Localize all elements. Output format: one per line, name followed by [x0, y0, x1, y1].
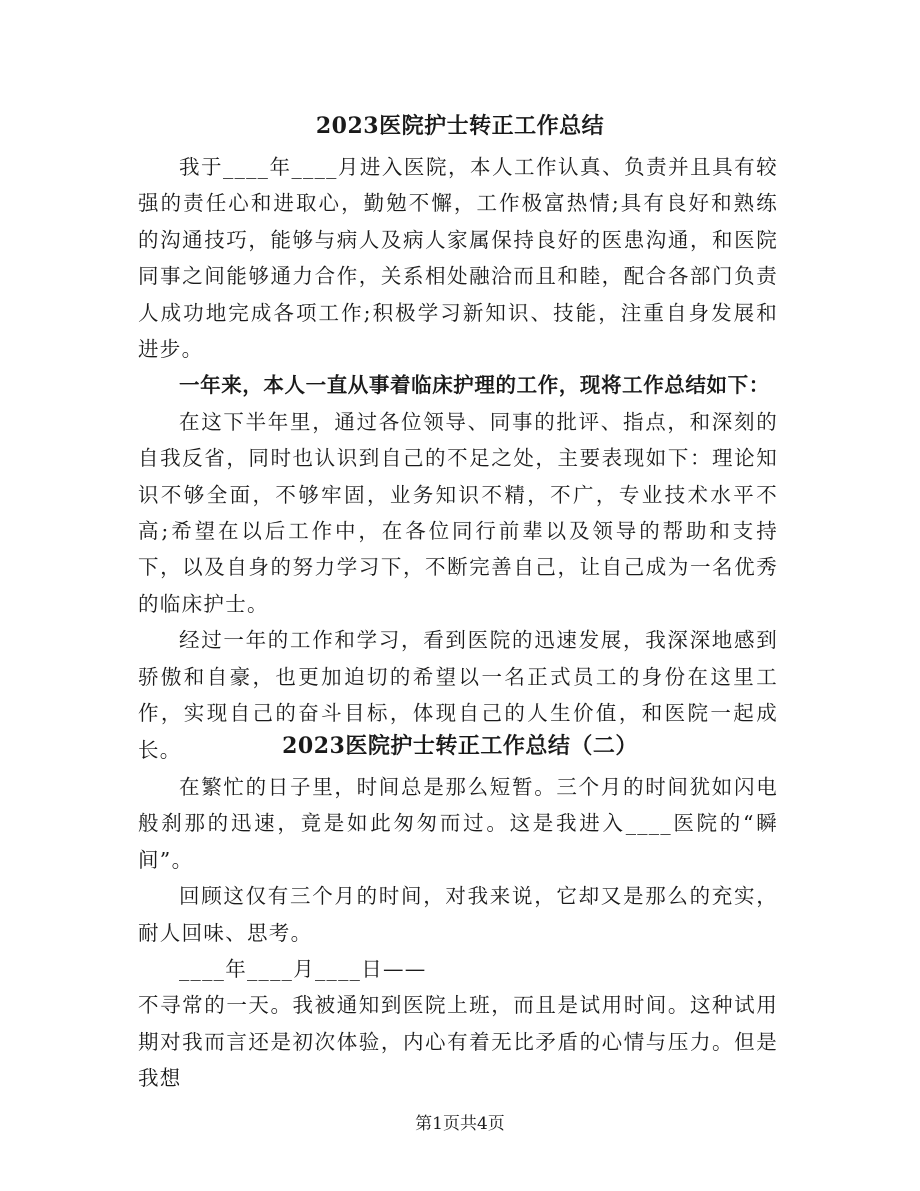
- section2-title: 2023医院护士转正工作总结（二）: [282, 733, 638, 759]
- section2-paragraph-2: 回顾这仅有三个月的时间，对我来说，它却又是那么的充实，耐人回味、思考。: [138, 884, 778, 945]
- section2-body: [138, 769, 778, 1097]
- section2-paragraph-1: 在繁忙的日子里，时间总是那么短暂。三个月的时间犹如闪电般刹那的迅速，竟是如此匆匆而过。这是我进入____医院的“瞬间”。: [138, 775, 778, 872]
- section2-paragraph-4: 不寻常的一天。我被通知到医院上班，而且是试用时间。这种试用期对我而言还是初次体验，内心有着无比矛盾的心情与压力。但是我想: [138, 993, 778, 1091]
- section1-paragraph-3: 在这下半年里，通过各位领导、同事的批评、指点，和深刻的自我反省，同时也认识到自己的不足之处，主要表现如下：理论知识不够全面，不够牢固，业务知识不精，不广，专业技术水平不高;希望在以后工作中，在各位同行前辈以及领导的帮助和支持下，以及自身的努力学习下，不断完善自己，让自己成为一名优秀的临床护士。: [138, 409, 778, 616]
- page-number: 第1页共4页: [415, 1114, 505, 1134]
- section1-paragraph-1: 我于____年____月进入医院，本人工作认真、负责并且具有较强的责任心和进取心，勤勉不懈，工作极富热情;具有良好和熟练的沟通技巧，能够与病人及病人家属保持良好的医患沟通，和医院同事之间能够通力合作，关系相处融洽而且和睦，配合各部门负责人成功地完成各项工作;积极学习新知识、技能，注重自身发展和进步。: [138, 155, 778, 362]
- section1-paragraph-2: 一年来，本人一直从事着临床护理的工作，现将工作总结如下：: [179, 373, 770, 398]
- section1-title: 2023医院护士转正工作总结: [315, 113, 605, 139]
- section2-date-line: ____年____月____日——: [179, 957, 427, 982]
- section1-body: [138, 149, 778, 768]
- section1-paragraph-4: 经过一年的工作和学习，看到医院的迅速发展，我深深地感到骄傲和自豪，也更加迫切的希望以一名正式员工的身份在这里工作，实现自己的奋斗目标，体现自己的人生价值，和医院一起成长。: [138, 628, 778, 762]
